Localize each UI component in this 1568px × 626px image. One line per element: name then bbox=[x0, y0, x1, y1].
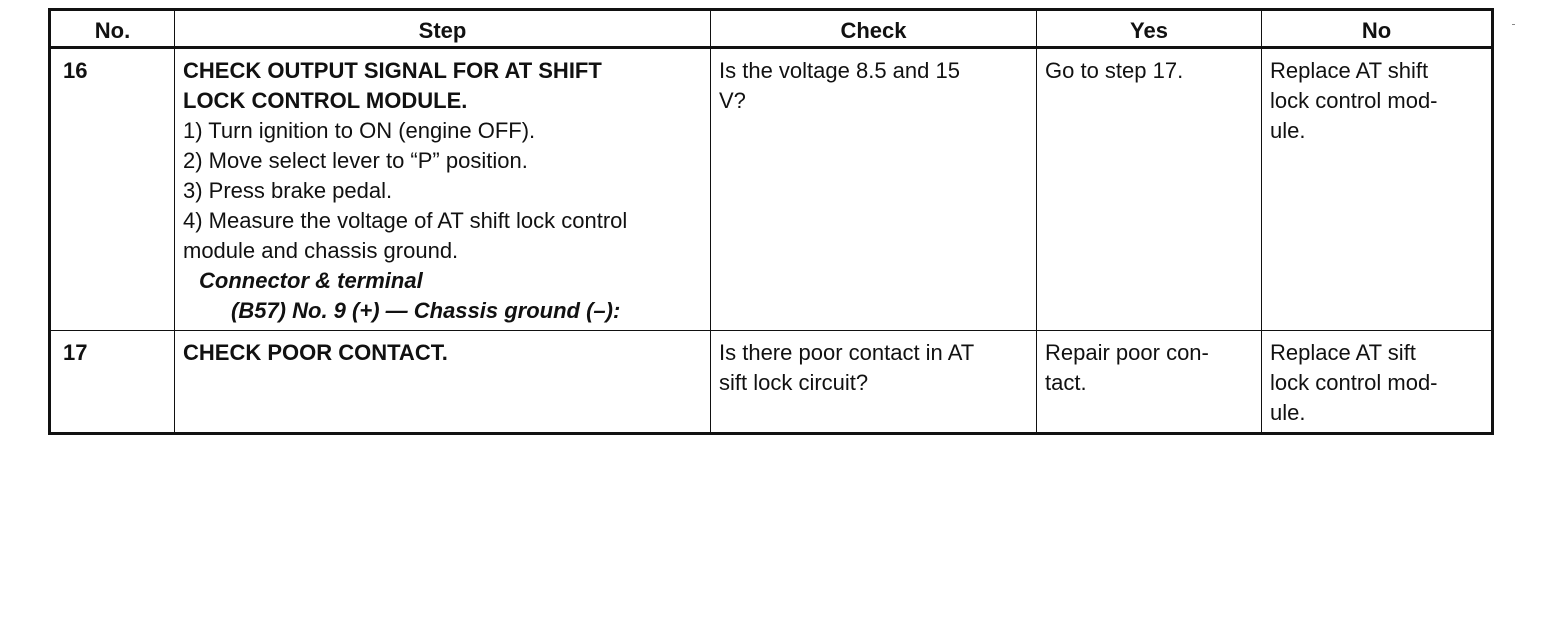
check-cell bbox=[711, 331, 1037, 434]
check-text: Is the voltage 8.5 and 15 bbox=[719, 58, 960, 83]
no-cell bbox=[1262, 331, 1493, 434]
yes-text: Go to step 17. bbox=[1045, 58, 1184, 83]
instruction-4: 4) Measure the voltage of AT shift lock control bbox=[183, 208, 628, 233]
scan-mark bbox=[1512, 24, 1515, 25]
table-row bbox=[50, 331, 1493, 434]
yes-text: Repair poor con- bbox=[1045, 340, 1209, 365]
step-title: CHECK POOR CONTACT. bbox=[183, 340, 448, 365]
check-text-cont: V? bbox=[719, 88, 746, 113]
check-text-cont: sift lock circuit? bbox=[719, 370, 869, 395]
check-cell bbox=[711, 48, 1037, 331]
step-title: CHECK OUTPUT SIGNAL FOR AT SHIFT bbox=[183, 58, 602, 83]
no-text: Replace AT shift bbox=[1270, 58, 1429, 83]
table-row bbox=[50, 48, 1493, 331]
no-cell bbox=[1262, 48, 1493, 331]
yes-cell bbox=[1037, 331, 1262, 434]
header-check: Check bbox=[711, 10, 1037, 48]
instruction-2: 2) Move select lever to “P” position. bbox=[183, 148, 528, 173]
instruction-3: 3) Press brake pedal. bbox=[183, 178, 393, 203]
diagnostic-table bbox=[48, 8, 1494, 435]
yes-text-cont: tact. bbox=[1045, 370, 1087, 395]
connector-detail: (B57) No. 9 (+) — Chassis ground (–): bbox=[231, 298, 621, 323]
no-text: Replace AT sift bbox=[1270, 340, 1416, 365]
instruction-4-cont: module and chassis ground. bbox=[183, 238, 459, 263]
header-no-result: No bbox=[1262, 10, 1493, 48]
header-yes: Yes bbox=[1037, 10, 1262, 48]
step-title-cont: LOCK CONTROL MODULE. bbox=[183, 88, 468, 113]
header-step: Step bbox=[175, 10, 711, 48]
no-text-cont: lock control mod- bbox=[1270, 370, 1438, 395]
step-cell bbox=[175, 331, 711, 434]
step-number: 16 bbox=[50, 48, 175, 331]
no-text-cont: lock control mod- bbox=[1270, 88, 1438, 113]
no-text-end: ule. bbox=[1270, 118, 1306, 143]
no-text-end: ule. bbox=[1270, 400, 1306, 425]
header-row bbox=[50, 10, 1493, 48]
header-no: No. bbox=[50, 10, 175, 48]
check-text: Is there poor contact in AT bbox=[719, 340, 975, 365]
step-cell bbox=[175, 48, 711, 331]
instruction-1: 1) Turn ignition to ON (engine OFF). bbox=[183, 118, 536, 143]
connector-label: Connector & terminal bbox=[199, 268, 423, 293]
step-number: 17 bbox=[50, 331, 175, 434]
yes-cell bbox=[1037, 48, 1262, 331]
